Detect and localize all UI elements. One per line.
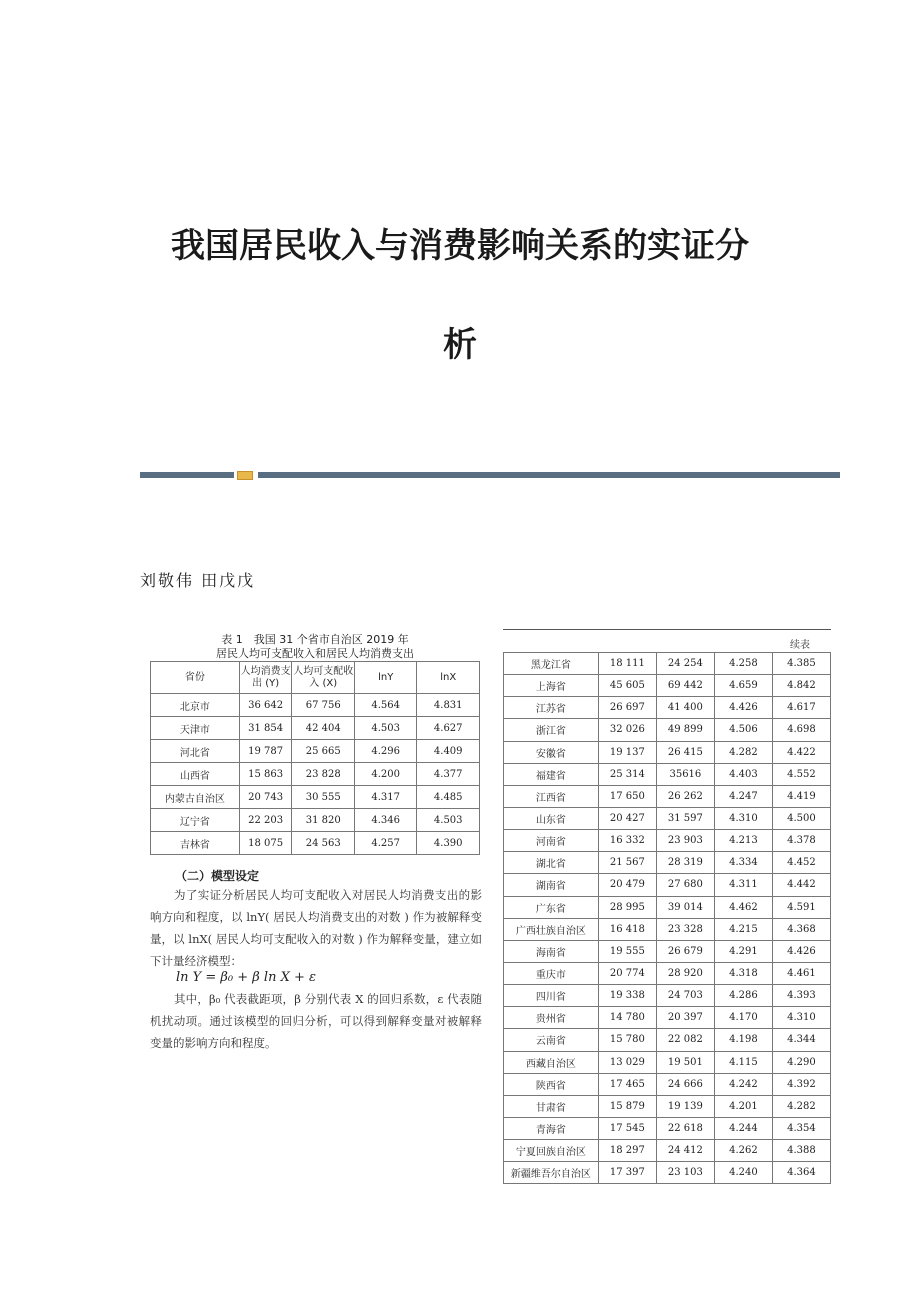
value-cell: 4.617 <box>772 697 830 719</box>
value-cell: 4.393 <box>772 985 830 1007</box>
value-cell: 49 899 <box>656 719 714 741</box>
regression-formula: ln Y = β₀ + β ln X + ε <box>176 970 316 985</box>
table-row <box>504 896 831 918</box>
table-row <box>504 1029 831 1051</box>
province-cell: 宁夏回族自治区 <box>504 1140 599 1162</box>
table1-header-cell: 人均可支配收入 (X) <box>292 662 355 694</box>
value-cell: 31 854 <box>239 717 292 740</box>
value-cell: 25 665 <box>292 740 355 763</box>
province-cell: 广西壮族自治区 <box>504 918 599 940</box>
table-row <box>504 1117 831 1139</box>
province-cell: 江苏省 <box>504 697 599 719</box>
value-cell: 4.422 <box>772 741 830 763</box>
value-cell: 31 597 <box>656 807 714 829</box>
value-cell: 4.282 <box>714 741 772 763</box>
divider-bar-right <box>258 472 840 478</box>
province-cell: 云南省 <box>504 1029 599 1051</box>
table-row <box>504 719 831 741</box>
table-row <box>504 741 831 763</box>
value-cell: 4.698 <box>772 719 830 741</box>
value-cell: 4.318 <box>714 962 772 984</box>
province-cell: 辽宁省 <box>151 809 240 832</box>
value-cell: 45 605 <box>598 675 656 697</box>
value-cell: 20 743 <box>239 786 292 809</box>
value-cell: 16 332 <box>598 830 656 852</box>
table-row <box>151 832 480 855</box>
value-cell: 4.311 <box>714 874 772 896</box>
table-row <box>151 694 480 717</box>
value-cell: 4.842 <box>772 675 830 697</box>
province-cell: 西藏自治区 <box>504 1051 599 1073</box>
value-cell: 15 780 <box>598 1029 656 1051</box>
value-cell: 23 103 <box>656 1162 714 1184</box>
value-cell: 4.503 <box>417 809 480 832</box>
value-cell: 4.564 <box>354 694 417 717</box>
value-cell: 26 415 <box>656 741 714 763</box>
value-cell: 24 666 <box>656 1073 714 1095</box>
value-cell: 4.344 <box>772 1029 830 1051</box>
province-cell: 黑龙江省 <box>504 653 599 675</box>
value-cell: 31 820 <box>292 809 355 832</box>
value-cell: 4.442 <box>772 874 830 896</box>
table-row <box>151 763 480 786</box>
table-row <box>151 740 480 763</box>
table-row <box>504 807 831 829</box>
value-cell: 4.368 <box>772 918 830 940</box>
value-cell: 17 397 <box>598 1162 656 1184</box>
section-title: （二）模型设定 <box>175 869 260 883</box>
table-row <box>151 786 480 809</box>
value-cell: 4.317 <box>354 786 417 809</box>
value-cell: 22 618 <box>656 1117 714 1139</box>
province-cell: 广东省 <box>504 896 599 918</box>
province-cell: 吉林省 <box>151 832 240 855</box>
table-row <box>504 852 831 874</box>
province-cell: 北京市 <box>151 694 240 717</box>
province-cell: 江西省 <box>504 785 599 807</box>
paragraph-2: 其中，β₀ 代表截距项，β 分别代表 X 的回归系数，ε 代表随机扰动项。通过该模型的回归分析，可以得到解释变量对被解释变量的影响方向和程度。 <box>150 992 482 1050</box>
value-cell: 4.258 <box>714 653 772 675</box>
table-row <box>504 785 831 807</box>
value-cell: 18 075 <box>239 832 292 855</box>
value-cell: 4.262 <box>714 1140 772 1162</box>
title-divider <box>140 471 840 479</box>
province-cell: 内蒙古自治区 <box>151 786 240 809</box>
province-cell: 贵州省 <box>504 1007 599 1029</box>
province-cell: 陕西省 <box>504 1073 599 1095</box>
table-row <box>504 1095 831 1117</box>
value-cell: 4.485 <box>417 786 480 809</box>
value-cell: 4.282 <box>772 1095 830 1117</box>
value-cell: 4.247 <box>714 785 772 807</box>
value-cell: 16 418 <box>598 918 656 940</box>
value-cell: 17 545 <box>598 1117 656 1139</box>
value-cell: 41 400 <box>656 697 714 719</box>
value-cell: 4.242 <box>714 1073 772 1095</box>
value-cell: 4.310 <box>714 807 772 829</box>
table1-header-cell: 人均消费支出 (Y) <box>239 662 292 694</box>
value-cell: 4.388 <box>772 1140 830 1162</box>
value-cell: 19 139 <box>656 1095 714 1117</box>
table2-continued <box>503 652 831 1184</box>
province-cell: 湖北省 <box>504 852 599 874</box>
province-cell: 四川省 <box>504 985 599 1007</box>
value-cell: 13 029 <box>598 1051 656 1073</box>
province-cell: 湖南省 <box>504 874 599 896</box>
table1-header-cell: lnY <box>354 662 417 694</box>
value-cell: 4.215 <box>714 918 772 940</box>
table-row <box>504 1007 831 1029</box>
value-cell: 30 555 <box>292 786 355 809</box>
value-cell: 4.409 <box>417 740 480 763</box>
value-cell: 21 567 <box>598 852 656 874</box>
value-cell: 24 703 <box>656 985 714 1007</box>
value-cell: 18 111 <box>598 653 656 675</box>
province-cell: 甘肃省 <box>504 1095 599 1117</box>
value-cell: 4.378 <box>772 830 830 852</box>
value-cell: 26 679 <box>656 940 714 962</box>
document-title-line-1: 我国居民收入与消费影响关系的实证分 <box>171 226 749 266</box>
value-cell: 4.290 <box>772 1051 830 1073</box>
value-cell: 23 903 <box>656 830 714 852</box>
table-row <box>504 1140 831 1162</box>
value-cell: 4.403 <box>714 763 772 785</box>
value-cell: 19 338 <box>598 985 656 1007</box>
table-row <box>504 675 831 697</box>
value-cell: 4.462 <box>714 896 772 918</box>
value-cell: 18 297 <box>598 1140 656 1162</box>
table-row <box>504 874 831 896</box>
province-cell: 天津市 <box>151 717 240 740</box>
value-cell: 4.392 <box>772 1073 830 1095</box>
value-cell: 14 780 <box>598 1007 656 1029</box>
value-cell: 27 680 <box>656 874 714 896</box>
value-cell: 4.426 <box>772 940 830 962</box>
value-cell: 4.240 <box>714 1162 772 1184</box>
value-cell: 17 465 <box>598 1073 656 1095</box>
value-cell: 20 427 <box>598 807 656 829</box>
value-cell: 24 254 <box>656 653 714 675</box>
value-cell: 4.364 <box>772 1162 830 1184</box>
value-cell: 4.831 <box>417 694 480 717</box>
table-row <box>504 653 831 675</box>
value-cell: 4.346 <box>354 809 417 832</box>
value-cell: 4.244 <box>714 1117 772 1139</box>
value-cell: 20 774 <box>598 962 656 984</box>
province-cell: 山西省 <box>151 763 240 786</box>
value-cell: 4.591 <box>772 896 830 918</box>
province-cell: 重庆市 <box>504 962 599 984</box>
table1-header-cell: lnX <box>417 662 480 694</box>
value-cell: 24 563 <box>292 832 355 855</box>
value-cell: 22 203 <box>239 809 292 832</box>
value-cell: 4.552 <box>772 763 830 785</box>
province-cell: 上海省 <box>504 675 599 697</box>
value-cell: 4.506 <box>714 719 772 741</box>
value-cell: 4.503 <box>354 717 417 740</box>
value-cell: 28 319 <box>656 852 714 874</box>
table-row <box>151 717 480 740</box>
province-cell: 河南省 <box>504 830 599 852</box>
table2-body <box>504 653 831 1184</box>
table-row <box>504 940 831 962</box>
province-cell: 福建省 <box>504 763 599 785</box>
value-cell: 26 262 <box>656 785 714 807</box>
value-cell: 19 501 <box>656 1051 714 1073</box>
value-cell: 20 479 <box>598 874 656 896</box>
value-cell: 4.426 <box>714 697 772 719</box>
table1 <box>150 661 480 855</box>
value-cell: 17 650 <box>598 785 656 807</box>
value-cell: 4.257 <box>354 832 417 855</box>
value-cell: 4.286 <box>714 985 772 1007</box>
value-cell: 28 995 <box>598 896 656 918</box>
value-cell: 4.170 <box>714 1007 772 1029</box>
table-row <box>504 830 831 852</box>
value-cell: 4.201 <box>714 1095 772 1117</box>
value-cell: 22 082 <box>656 1029 714 1051</box>
value-cell: 4.500 <box>772 807 830 829</box>
paragraph-1: 为了实证分析居民人均可支配收入对居民人均消费支出的影响方向和程度，以 lnY( 居民人均消费支出的对数 ) 作为被解释变量，以 lnX( 居民人均可支配收入的对数 ) 作为解释变量，建立如下计量经济模型： <box>150 888 482 968</box>
value-cell: 4.200 <box>354 763 417 786</box>
table-row <box>504 1162 831 1184</box>
value-cell: 4.291 <box>714 940 772 962</box>
value-cell: 4.385 <box>772 653 830 675</box>
value-cell: 4.659 <box>714 675 772 697</box>
province-cell: 青海省 <box>504 1117 599 1139</box>
value-cell: 4.419 <box>772 785 830 807</box>
value-cell: 4.115 <box>714 1051 772 1073</box>
province-cell: 海南省 <box>504 940 599 962</box>
table1-header-cell: 省份 <box>151 662 240 694</box>
value-cell: 32 026 <box>598 719 656 741</box>
province-cell: 安徽省 <box>504 741 599 763</box>
table-row <box>504 1073 831 1095</box>
value-cell: 39 014 <box>656 896 714 918</box>
table-row <box>151 809 480 832</box>
province-cell: 浙江省 <box>504 719 599 741</box>
table-row <box>504 918 831 940</box>
value-cell: 69 442 <box>656 675 714 697</box>
province-cell: 新疆维吾尔自治区 <box>504 1162 599 1184</box>
value-cell: 23 828 <box>292 763 355 786</box>
value-cell: 15 879 <box>598 1095 656 1117</box>
value-cell: 4.310 <box>772 1007 830 1029</box>
value-cell: 4.452 <box>772 852 830 874</box>
value-cell: 4.198 <box>714 1029 772 1051</box>
value-cell: 19 787 <box>239 740 292 763</box>
value-cell: 4.461 <box>772 962 830 984</box>
value-cell: 24 412 <box>656 1140 714 1162</box>
table-row <box>504 763 831 785</box>
value-cell: 15 863 <box>239 763 292 786</box>
value-cell: 4.334 <box>714 852 772 874</box>
value-cell: 42 404 <box>292 717 355 740</box>
table1-body <box>151 694 480 855</box>
value-cell: 4.627 <box>417 717 480 740</box>
value-cell: 20 397 <box>656 1007 714 1029</box>
value-cell: 19 555 <box>598 940 656 962</box>
table-row <box>504 985 831 1007</box>
value-cell: 26 697 <box>598 697 656 719</box>
value-cell: 36 642 <box>239 694 292 717</box>
divider-bar-left <box>140 472 234 478</box>
value-cell: 23 328 <box>656 918 714 940</box>
value-cell: 4.390 <box>417 832 480 855</box>
table1-caption-line-1: 表 1 我国 31 个省市自治区 2019 年 <box>221 633 409 646</box>
value-cell: 19 137 <box>598 741 656 763</box>
value-cell: 35616 <box>656 763 714 785</box>
value-cell: 28 920 <box>656 962 714 984</box>
continued-table-top-rule <box>503 629 831 630</box>
value-cell: 4.213 <box>714 830 772 852</box>
document-title-line-2: 析 <box>443 325 477 365</box>
table-row <box>504 1051 831 1073</box>
table1-header-row <box>151 662 480 694</box>
value-cell: 67 756 <box>292 694 355 717</box>
table1-caption-line-2: 居民人均可支配收入和居民人均消费支出 <box>216 647 414 660</box>
authors: 刘敬伟 田戊戊 <box>140 571 256 590</box>
province-cell: 山东省 <box>504 807 599 829</box>
province-cell: 河北省 <box>151 740 240 763</box>
value-cell: 25 314 <box>598 763 656 785</box>
envelope-icon <box>237 471 253 480</box>
continued-table-label: 续表 <box>790 640 810 651</box>
value-cell: 4.354 <box>772 1117 830 1139</box>
value-cell: 4.377 <box>417 763 480 786</box>
table-row <box>504 962 831 984</box>
table-row <box>504 697 831 719</box>
value-cell: 4.296 <box>354 740 417 763</box>
